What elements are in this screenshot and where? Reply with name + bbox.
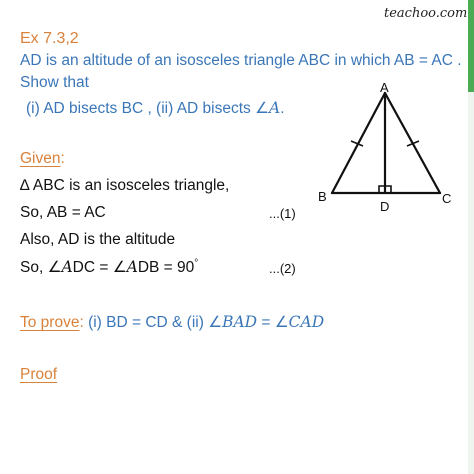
given-line-4-var2: A	[126, 258, 138, 277]
given-heading-label: Given	[20, 150, 61, 167]
given-line-4-b: DC = ∠	[72, 259, 127, 277]
given-line-2: So, AB = AC	[20, 204, 106, 221]
vertex-label-c: C	[442, 191, 452, 206]
given-ref-2: ...(2)	[269, 261, 296, 276]
given-line-4-a: So, ∠	[20, 259, 62, 277]
degree-symbol: °	[194, 258, 199, 269]
given-line-1: ∆ ABC is an isosceles triangle,	[20, 177, 230, 194]
given-line-4-var1: A	[61, 258, 73, 277]
question-line-3-text: (i) AD bisects BC , (ii) AD bisects ∠	[26, 100, 269, 117]
given-line-3: Also, AD is the altitude	[20, 231, 176, 248]
given-ref-1: ...(1)	[269, 206, 296, 221]
to-prove-heading: To prove	[20, 314, 80, 331]
given-heading	[20, 150, 65, 168]
given-line-4	[20, 258, 198, 277]
proof-heading: Proof	[20, 366, 58, 383]
triangle-diagram	[300, 78, 470, 218]
to-prove-colon: :	[79, 314, 84, 331]
brand-logo: teachoo.com	[384, 6, 468, 21]
to-prove-line	[20, 313, 324, 332]
point-label-d: D	[380, 199, 390, 214]
question-angle-var: A	[269, 99, 281, 117]
question-line-3-end: .	[280, 100, 285, 117]
question-line-1: AD is an altitude of an isosceles triangle ABC in which AB = AC .	[20, 52, 462, 69]
given-heading-colon: :	[60, 150, 65, 167]
side-ab	[332, 93, 385, 193]
question-line-2: Show that	[20, 74, 89, 91]
vertex-label-b: B	[318, 189, 327, 204]
given-line-4-c: DB = 90	[137, 259, 195, 277]
exercise-title: Ex 7.3,2	[20, 30, 79, 47]
to-prove-a: (i) BD = CD & (ii) ∠	[83, 314, 223, 331]
question-line-3	[26, 99, 285, 118]
to-prove-var1: BAD	[222, 313, 258, 331]
to-prove-var2: CAD	[288, 313, 325, 331]
to-prove-b: = ∠	[257, 314, 289, 331]
vertex-label-a: A	[380, 80, 389, 95]
